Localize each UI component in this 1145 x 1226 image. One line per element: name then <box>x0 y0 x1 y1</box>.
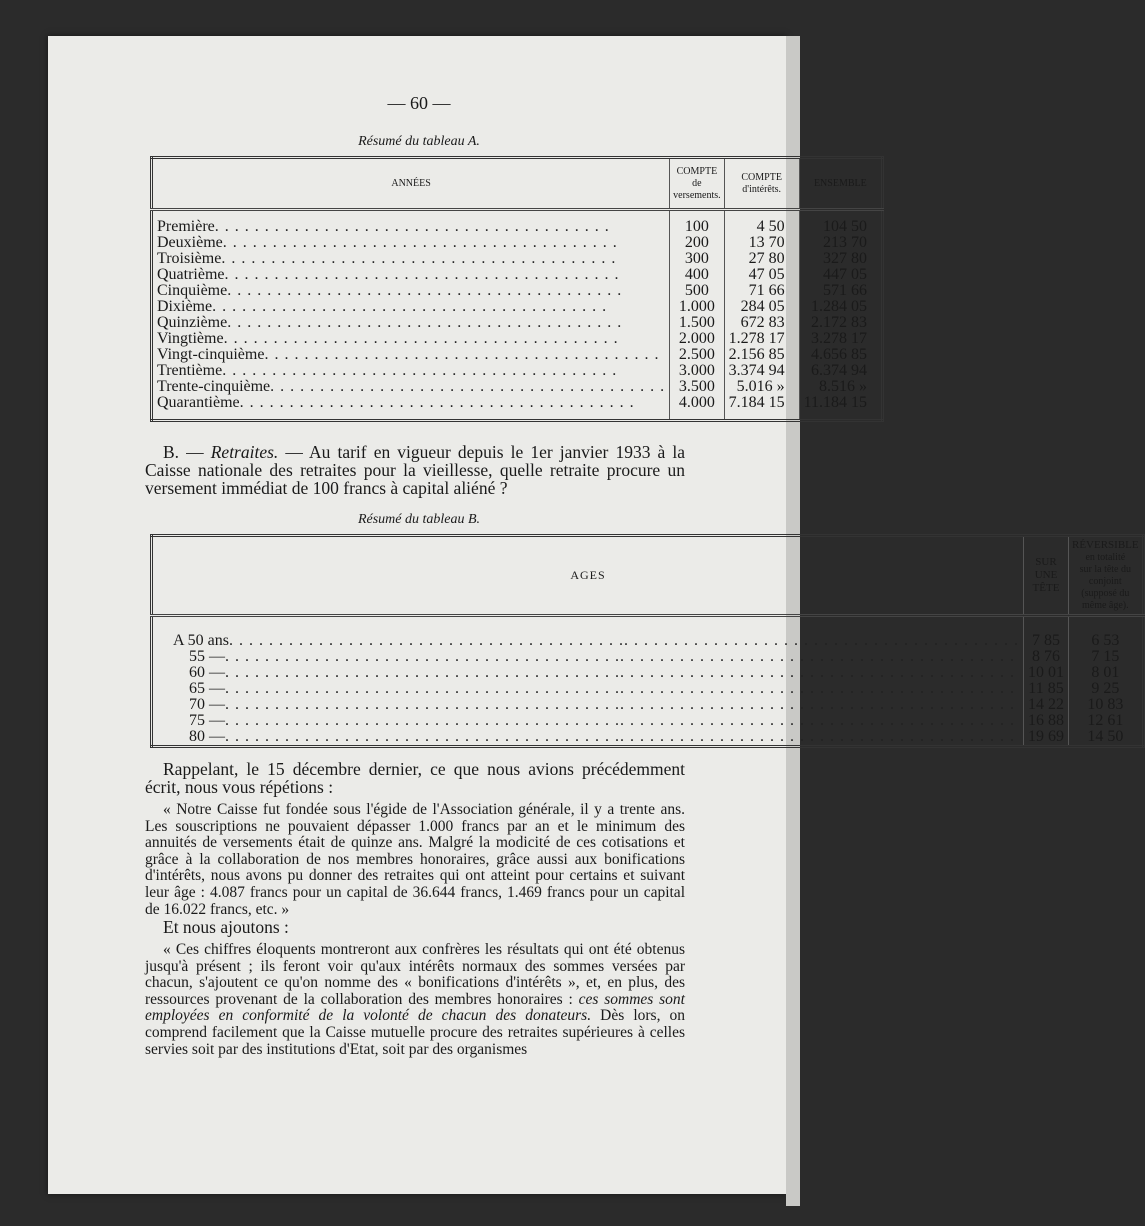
interets-cell: 7.184 15 <box>724 395 799 411</box>
interets-cell: 1.278 17 <box>724 331 799 347</box>
age-label: A 50 ans <box>173 632 229 650</box>
versements-cell: 500 <box>670 283 724 299</box>
age-label: 80 — <box>189 728 225 746</box>
table-row <box>152 681 1144 697</box>
age-cell: A 50 ans . . . . . . . . . . . . . . . . . . . . . . . . . . . . . . . . . . . . . . . .. . . . . . . . . . . . . . . . . . . . . . . . . . . . . . . . . . . . . . . . <box>173 632 1019 650</box>
quote-2-italic: ces sommes sont employées en conformité de la volonté de chacun des donateurs. <box>145 990 685 1025</box>
sur-une-tete-cell: 8 76 <box>1024 649 1069 665</box>
versements-cell: 1.000 <box>670 299 724 315</box>
age-label: 75 — <box>189 712 225 730</box>
versements-cell: 400 <box>670 267 724 283</box>
annee-cell: Trentième . . . . . . . . . . . . . . . . . . . . . . . . . . . . . . . . . . . . . . . . <box>157 362 618 379</box>
age-label: 70 — <box>189 696 225 714</box>
header-reversible: RÉVERSIBLE en totalité sur la tête du conjoint (supposé du même âge). <box>1069 536 1144 616</box>
table-row <box>152 235 883 251</box>
table-a-body <box>152 210 883 421</box>
versements-cell: 100 <box>670 219 724 235</box>
header-annees: ANNÉES <box>152 158 670 210</box>
header-compte-versements: COMPTE de versements. <box>670 158 724 210</box>
header-sur-une-tete: SUR UNE TÊTE <box>1024 536 1069 616</box>
interets-cell: 3.374 94 <box>724 363 799 379</box>
annee-cell: Cinquième . . . . . . . . . . . . . . . . . . . . . . . . . . . . . . . . . . . . . . . . <box>157 282 623 299</box>
interets-cell: 71 66 <box>724 283 799 299</box>
age-cell: 75 — . . . . . . . . . . . . . . . . . . . . . . . . . . . . . . . . . . . . . . . .. . . . . . . . . . . . . . . . . . . . . . . . . . . . . . . . . . . . . . . . <box>152 713 1024 729</box>
annee-cell: Quatrième . . . . . . . . . . . . . . . . . . . . . . . . . . . . . . . . . . . . . . . . <box>157 266 620 283</box>
versements-cell: 2.000 <box>670 331 724 347</box>
ensemble-cell: 6.374 94 <box>799 363 882 379</box>
age-label: 65 — <box>189 680 225 698</box>
annee-cell: Première . . . . . . . . . . . . . . . . . . . . . . . . . . . . . . . . . . . . . . . . <box>157 218 610 235</box>
ensemble-cell: 447 05 <box>799 267 882 283</box>
versements-cell: 1.500 <box>670 315 724 331</box>
annee-label: Dixième <box>157 298 213 315</box>
ensemble-cell: 11.184 15 <box>799 395 882 411</box>
annee-cell: Quarantième . . . . . . . . . . . . . . . . . . . . . . . . . . . . . . . . . . . . . . . . <box>157 394 635 411</box>
header-ages: AGES <box>152 536 1024 616</box>
versements-cell: 4.000 <box>670 395 724 411</box>
section-b-title: Retraites. <box>210 442 279 462</box>
ensemble-cell: 571 66 <box>799 283 882 299</box>
table-row <box>152 251 883 267</box>
age-label: 55 — <box>189 648 225 666</box>
paragraph-quote-1: « Notre Caisse fut fondée sous l'égide de l'Association générale, il y a trente ans. Les souscriptions ne pouvaient dépasser 1.000 francs par an et le minimum des annuités de versements était de quinze ans. Malgré la modicité de ces cotisations et grâce à la collaboration de nos membres honoraires, grâce aussi aux bonifications d'intérêts, nous avons pu donner des retraites qui ont atteint pour certains et suivant leur âge : 4.087 francs pour un capital de 36.644 francs, 1.469 francs pour un capital de 16.022 francs, etc. » <box>145 801 685 918</box>
age-label: 60 — <box>189 664 225 682</box>
annee-label: Vingtième <box>157 330 224 347</box>
table-row <box>152 633 1144 649</box>
sur-une-tete-cell: 19 69 <box>1024 729 1069 747</box>
ensemble-cell: 104 50 <box>799 219 882 235</box>
page-number: — 60 — <box>387 93 451 113</box>
age-cell: 60 — . . . . . . . . . . . . . . . . . . . . . . . . . . . . . . . . . . . . . . . .. . . . . . . . . . . . . . . . . . . . . . . . . . . . . . . . . . . . . . . . <box>152 665 1024 681</box>
reversible-cell: 8 01 <box>1069 665 1144 681</box>
ensemble-cell: 213 70 <box>799 235 882 251</box>
annee-label: Trentième <box>157 362 223 379</box>
table-b-body <box>152 616 1144 747</box>
interets-cell: 4 50 <box>724 219 799 235</box>
header-ensemble: ENSEMBLE <box>799 158 882 210</box>
ensemble-cell: 2.172 83 <box>799 315 882 331</box>
age-cell: 80 — . . . . . . . . . . . . . . . . . . . . . . . . . . . . . . . . . . . . . . . .. . . . . . . . . . . . . . . . . . . . . . . . . . . . . . . . . . . . . . . . <box>152 729 1024 747</box>
table-a-caption: Résumé du tableau A. <box>358 134 480 149</box>
annee-cell: Vingtième . . . . . . . . . . . . . . . . . . . . . . . . . . . . . . . . . . . . . . . . <box>157 330 619 347</box>
interets-cell: 284 05 <box>724 299 799 315</box>
table-spacer-row <box>152 616 1144 626</box>
interets-cell: 5.016 » <box>724 379 799 395</box>
versements-cell: 2.500 <box>670 347 724 363</box>
annee-label: Cinquième <box>157 282 228 299</box>
annee-label: Vingt-cinquième <box>157 346 265 363</box>
table-row <box>152 347 883 363</box>
annee-label: Deuxième <box>157 234 223 251</box>
annee-cell: Quinzième . . . . . . . . . . . . . . . . . . . . . . . . . . . . . . . . . . . . . . . . <box>157 314 623 331</box>
annee-label: Quatrième <box>157 266 225 283</box>
interets-cell: 13 70 <box>724 235 799 251</box>
annee-cell: Trente-cinquième . . . . . . . . . . . . . . . . . . . . . . . . . . . . . . . . . . . . . . . . <box>157 378 666 395</box>
interets-cell: 672 83 <box>724 315 799 331</box>
table-row <box>152 315 883 331</box>
reversible-cell: 12 61 <box>1069 713 1144 729</box>
table-row <box>152 729 1144 747</box>
table-row <box>152 267 883 283</box>
interets-cell: 47 05 <box>724 267 799 283</box>
ensemble-cell: 1.284 05 <box>799 299 882 315</box>
reversible-cell: 6 53 <box>1069 633 1144 649</box>
annee-cell: Deuxième . . . . . . . . . . . . . . . . . . . . . . . . . . . . . . . . . . . . . . . . <box>157 234 618 251</box>
versements-cell: 200 <box>670 235 724 251</box>
table-a <box>150 156 884 422</box>
reversible-cell: 14 50 <box>1069 729 1144 747</box>
table-row <box>152 395 883 411</box>
reversible-cell: 9 25 <box>1069 681 1144 697</box>
paragraph-rappelant: Rappelant, le 15 décembre dernier, ce que nous avions précédemment écrit, nous vous répétions : <box>145 759 685 797</box>
interets-cell: 27 80 <box>724 251 799 267</box>
annee-cell: Troisième . . . . . . . . . . . . . . . . . . . . . . . . . . . . . . . . . . . . . . . . <box>157 250 617 267</box>
ensemble-cell: 4.656 85 <box>799 347 882 363</box>
versements-cell: 3.500 <box>670 379 724 395</box>
table-b-caption: Résumé du tableau B. <box>357 512 481 527</box>
interets-cell: 2.156 85 <box>724 347 799 363</box>
annee-label: Quarantième <box>157 394 240 411</box>
ensemble-cell: 8.516 » <box>799 379 882 395</box>
table-row <box>152 713 1144 729</box>
sur-une-tete-cell: 7 85 <box>1024 633 1069 649</box>
reversible-cell: 10 83 <box>1069 697 1144 713</box>
reversible-cell: 7 15 <box>1069 649 1144 665</box>
table-row <box>152 363 883 379</box>
annee-label: Quinzième <box>157 314 228 331</box>
paragraph-quote-2: « Ces chiffres éloquents montreront aux confrères les résultats qui ont été obtenus jusqu'à présent ; ils feront voir qu'aux intérêts normaux des sommes versées par chacun, s'ajoutent ce qu'on nomme des « bonifications d'intérêts », et, en plus, des ressources provenant de la collaboration des membres honoraires : ces sommes sont employées en conformité de la volonté de chacun des donateurs. Dès lors, on comprend facilement que la Caisse mutuelle procure des retraites supérieures à celles servies soit par des institutions d'Etat, soit par des organismes <box>145 941 686 1058</box>
table-row <box>152 283 883 299</box>
age-cell: 55 — . . . . . . . . . . . . . . . . . . . . . . . . . . . . . . . . . . . . . . . .. . . . . . . . . . . . . . . . . . . . . . . . . . . . . . . . . . . . . . . . <box>152 649 1024 665</box>
annee-cell: Vingt-cinquième . . . . . . . . . . . . . . . . . . . . . . . . . . . . . . . . . . . . . . . . <box>157 346 660 363</box>
annee-label: Première <box>157 218 215 235</box>
sur-une-tete-cell: 11 85 <box>1024 681 1069 697</box>
age-cell: 70 — . . . . . . . . . . . . . . . . . . . . . . . . . . . . . . . . . . . . . . . .. . . . . . . . . . . . . . . . . . . . . . . . . . . . . . . . . . . . . . . . <box>152 697 1024 713</box>
annee-label: Trente-cinquième <box>157 378 271 395</box>
annee-cell: Dixième . . . . . . . . . . . . . . . . . . . . . . . . . . . . . . . . . . . . . . . . <box>157 298 608 315</box>
table-row <box>152 697 1144 713</box>
table-row <box>152 299 883 315</box>
table-row <box>152 219 883 235</box>
table-b <box>150 534 1145 748</box>
ensemble-cell: 3.278 17 <box>799 331 882 347</box>
annee-label: Troisième <box>157 250 222 267</box>
sur-une-tete-cell: 16 88 <box>1024 713 1069 729</box>
header-compte-interets: COMPTE d'intérêts. <box>724 158 799 210</box>
table-row <box>152 665 1144 681</box>
sur-une-tete-cell: 10 01 <box>1024 665 1069 681</box>
ensemble-cell: 327 80 <box>799 251 882 267</box>
section-b-paragraph: B. — Retraites. — Au tarif en vigueur depuis le 1er janvier 1933 à la Caisse nationale des retraites pour la vieillesse, quelle retraite procure un versement immédiat de 100 francs à capital aliéné ? <box>145 442 686 498</box>
age-cell: 65 — . . . . . . . . . . . . . . . . . . . . . . . . . . . . . . . . . . . . . . . .. . . . . . . . . . . . . . . . . . . . . . . . . . . . . . . . . . . . . . . . <box>152 681 1024 697</box>
table-spacer-row <box>152 411 883 421</box>
table-row <box>152 649 1144 665</box>
versements-cell: 3.000 <box>670 363 724 379</box>
paragraph-ajoutons: Et nous ajoutons : <box>163 917 289 937</box>
sur-une-tete-cell: 14 22 <box>1024 697 1069 713</box>
table-row <box>152 379 883 395</box>
table-row <box>152 331 883 347</box>
versements-cell: 300 <box>670 251 724 267</box>
